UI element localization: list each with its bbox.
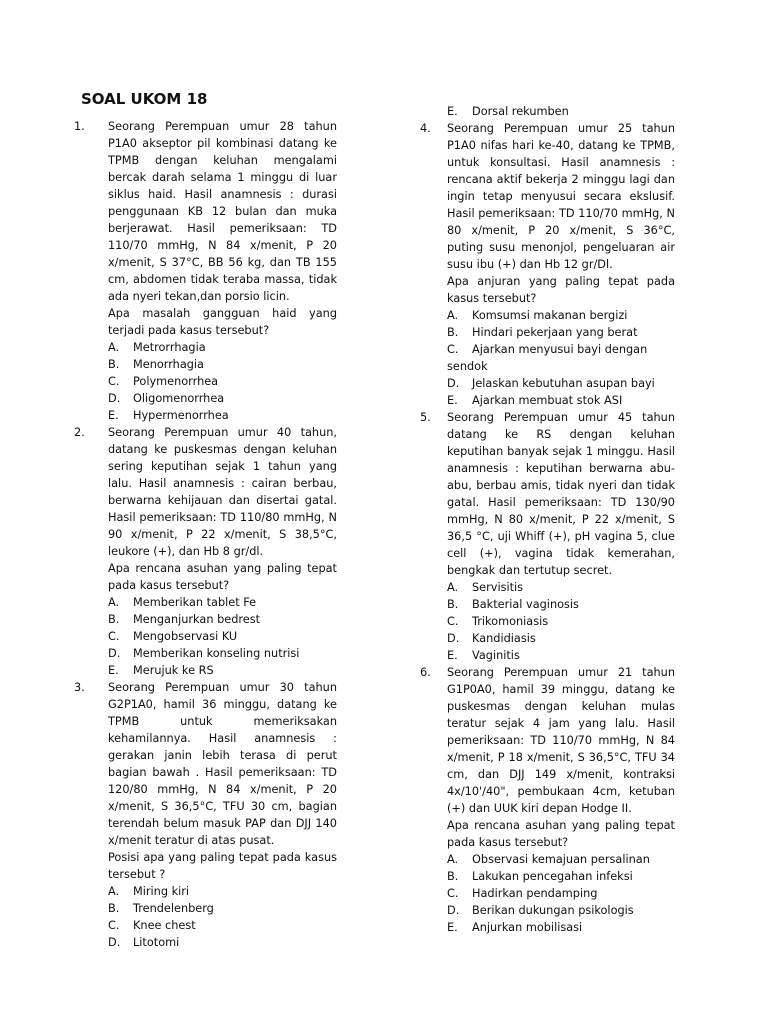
option-letter: E. [447, 649, 458, 662]
option-text: Hypermenorrhea [133, 409, 229, 422]
option-text: Trikomoniasis [472, 615, 549, 628]
option-list [390, 307, 680, 409]
option-item [108, 373, 337, 390]
option-item [108, 662, 337, 679]
option-text: Berikan dukungan psikologis [472, 904, 634, 917]
option-letter: C. [108, 630, 120, 643]
option-text: Knee chest [133, 919, 196, 932]
option-letter: E. [447, 105, 458, 118]
case-description: Seorang Perempuan umur 28 tahun P1A0 akseptor pil kombinasi datang ke TPMB dengan keluhan mengalami bercak darah selama 1 minggu di luar siklus haid. Hasil anamnesis : durasi penggunaan KB 12 bulan dan muka berjerawat. Hasil pemeriksaan: TD 110/70 mmHg, N 84 x/menit, P 20 x/menit, S 37°C, BB 56 kg, dan TB 155 cm, abdomen tidak teraba massa, tidak ada nyeri tekan,dan porsio licin. [108, 120, 337, 303]
option-item [108, 883, 337, 900]
option-text: Mengobservasi KU [133, 630, 238, 643]
option-item [447, 392, 675, 409]
option-text: Servisitis [472, 581, 524, 594]
option-letter: E. [447, 394, 458, 407]
option-letter: D. [108, 936, 121, 949]
option-text: Observasi kemajuan persalinan [472, 853, 650, 866]
question-prompt: Posisi apa yang paling tepat pada kasus tersebut ? [108, 851, 337, 881]
question-text [447, 120, 675, 307]
option-text: Anjurkan mobilisasi [472, 921, 583, 934]
option-list [0, 339, 340, 424]
option-text: Memberikan tablet Fe [133, 596, 257, 609]
question-prompt: Apa anjuran yang paling tepat pada kasus tersebut? [447, 275, 675, 305]
option-letter: C. [108, 919, 120, 932]
question-item [0, 424, 340, 679]
option-item [108, 645, 337, 662]
option-item [108, 611, 337, 628]
option-item [447, 596, 675, 613]
option-item [447, 324, 675, 341]
option-text: Menganjurkan bedrest [133, 613, 261, 626]
option-item [447, 630, 675, 647]
option-item [447, 375, 675, 392]
option-letter: B. [447, 870, 459, 883]
case-description: Seorang Perempuan umur 45 tahun datang ke RS dengan keluhan keputihan banyak sejak 1 minggu. Hasil anamnesis : keputihan berwarna abu-abu, berbau amis, tidak nyeri dan tidak gatal. Hasil pemeriksaan: TD 130/90 mmHg, N 80 x/menit, P 22 x/menit, S 36,5 °C, uji Whiff (+), pH vagina 5, clue cell (+), vagina tidak kemerahan, bengkak dan tertutup secret. [447, 411, 675, 577]
option-item [108, 917, 337, 934]
question-item [390, 409, 680, 664]
option-letter: B. [108, 902, 120, 915]
question-item [390, 664, 680, 936]
case-description: Seorang Perempuan umur 21 tahun G1P0A0, hamil 39 minggu, datang ke puskesmas dengan keluhan mulas teratur sejak 4 jam yang lalu. Hasil pemeriksaan: TD 110/70 mmHg, N 84 x/menit, P 18 x/menit, S 36,5°C, TFU 34 cm, dan DJJ 149 x/menit, kontraksi 4x/10'/40", pembukaan 4cm, ketuban (+) dan UUK kiri depan Hodge II. [447, 666, 675, 815]
option-letter: A. [108, 596, 120, 609]
question-number: 4. [420, 122, 431, 135]
option-item [447, 613, 675, 630]
option-letter: C. [447, 887, 459, 900]
option-letter: D. [447, 632, 460, 645]
question-text [108, 118, 337, 339]
option-letter: E. [108, 664, 119, 677]
question-item [390, 120, 680, 409]
question-prompt: Apa rencana asuhan yang paling tepat pada kasus tersebut? [447, 819, 675, 849]
option-text: Vaginitis [472, 649, 520, 662]
question-item [0, 679, 340, 951]
option-text: Komsumsi makanan bergizi [472, 309, 628, 322]
option-item [108, 339, 337, 356]
option-letter: B. [108, 358, 120, 371]
option-text: Ajarkan membuat stok ASI [472, 394, 623, 407]
case-description: Seorang Perempuan umur 40 tahun, datang ke puskesmas dengan keluhan sering keputihan sejak 1 tahun yang lalu. Hasil anamnesis : cairan berbau, berwarna kehijauan dan disertai gatal. Hasil pemeriksaan: TD 110/80 mmHg, N 90 x/menit, P 22 x/menit, S 38,5°C, leukore (+), dan Hb 8 gr/dl. [108, 426, 337, 558]
option-item [447, 307, 675, 324]
question-number: 1. [74, 120, 85, 133]
option-text: Kandidiasis [472, 632, 536, 645]
option-item [447, 902, 675, 919]
option-text: Merujuk ke RS [133, 664, 214, 677]
option-letter: D. [108, 392, 121, 405]
option-text: Miring kiri [133, 885, 190, 898]
option-text: Metrorrhagia [133, 341, 206, 354]
option-text: Oligomenorrhea [133, 392, 225, 405]
option-text: Bakterial vaginosis [472, 598, 579, 611]
option-text: Polymenorrhea [133, 375, 219, 388]
option-letter: D. [447, 377, 460, 390]
option-text: Dorsal rekumben [472, 105, 569, 118]
option-item [108, 356, 337, 373]
option-item [108, 934, 337, 951]
option-item [447, 579, 675, 596]
question-text [108, 679, 337, 883]
option-list [390, 851, 680, 936]
page-title: SOAL UKOM 18 [81, 90, 208, 108]
left-column [0, 118, 340, 951]
option-letter: D. [108, 647, 121, 660]
option-letter: D. [447, 904, 460, 917]
option-letter: A. [108, 885, 120, 898]
question-number: 5. [420, 411, 431, 424]
case-description: Seorang Perempuan umur 30 tahun G2P1A0, hamil 36 minggu, datang ke TPMB untuk memeriksakan kehamilannya. Hasil anamnesis : gerakan janin lebih terasa di perut bagian bawah . Hasil pemeriksaan: TD 120/80 mmHg, N 84 x/menit, P 20 x/menit, S 36,5°C, TFU 30 cm, bagian terendah belum masuk PAP dan DJJ 140 x/menit teratur di atas pusat. [108, 681, 337, 847]
question-number: 2. [74, 426, 85, 439]
option-text: Trendelenberg [133, 902, 214, 915]
question-text [447, 409, 675, 579]
option-item [447, 919, 675, 936]
question-item [0, 118, 340, 424]
option-letter: B. [447, 326, 459, 339]
question-text [447, 664, 675, 851]
option-letter: C. [447, 615, 459, 628]
option-letter: A. [447, 309, 459, 322]
question-text [108, 424, 337, 594]
option-letter: E. [447, 921, 458, 934]
option-item [447, 647, 675, 664]
option-item [447, 885, 675, 902]
option-item [447, 851, 675, 868]
question-number: 6. [420, 666, 431, 679]
option-item [108, 900, 337, 917]
right-questions [390, 120, 680, 936]
option-item [108, 594, 337, 611]
option-text: Menorrhagia [133, 358, 204, 371]
question-prompt: Apa masalah gangguan haid yang terjadi pada kasus tersebut? [108, 307, 337, 337]
option-item [108, 390, 337, 407]
option-letter: B. [108, 613, 120, 626]
option-letter: A. [108, 341, 120, 354]
option-letter: C. [447, 343, 459, 356]
option-text: Memberikan konseling nutrisi [133, 647, 300, 660]
option-item [108, 628, 337, 645]
option-letter: C. [108, 375, 120, 388]
option-text: Jelaskan kebutuhan asupan bayi [472, 377, 655, 390]
option-letter: E. [108, 409, 119, 422]
option-text: Lakukan pencegahan infeksi [472, 870, 633, 883]
option-item [447, 868, 675, 885]
option-list [0, 883, 340, 951]
case-description: Seorang Perempuan umur 25 tahun P1A0 nifas hari ke-40, datang ke TPMB, untuk konsultasi. Hasil anamnesis : rencana aktif bekerja 2 minggu lagi dan ingin tetap menyusui secara ekslusif. Hasil pemeriksaan: TD 110/70 mmHg, N 80 x/menit, P 20 x/menit, S 36°C, puting susu menonjol, pengeluaran air susu ibu (+) dan Hb 12 gr/Dl. [447, 122, 675, 271]
right-column [390, 103, 680, 936]
option-item [108, 407, 337, 424]
option-text: Litotomi [133, 936, 180, 949]
option-text: Hadirkan pendamping [472, 887, 598, 900]
option-text: Hindari pekerjaan yang berat [472, 326, 638, 339]
option-letter: A. [447, 853, 459, 866]
option-item [447, 341, 675, 375]
question-number: 3. [74, 681, 85, 694]
option-letter: B. [447, 598, 459, 611]
question-prompt: Apa rencana asuhan yang paling tepat pada kasus tersebut? [108, 562, 337, 592]
option-item [447, 103, 675, 120]
option-list [0, 594, 340, 679]
option-text: Ajarkan menyusui bayi dengan sendok [447, 343, 648, 373]
option-letter: A. [447, 581, 459, 594]
option-list [390, 579, 680, 664]
